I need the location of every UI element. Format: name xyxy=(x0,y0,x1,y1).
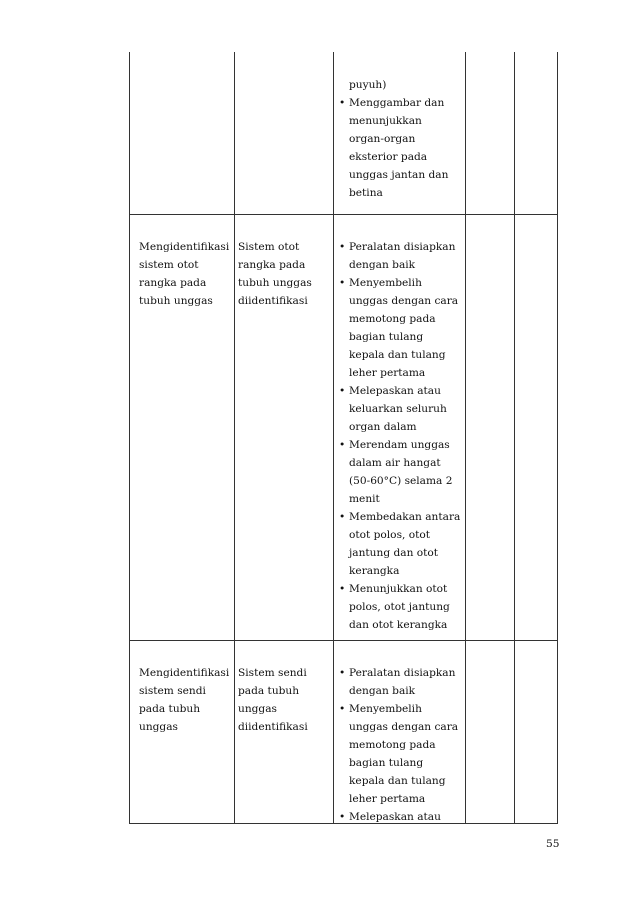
indicator-line xyxy=(339,526,460,544)
bullet-icon: • xyxy=(339,511,346,523)
indicator-line xyxy=(339,400,460,418)
indicator-line xyxy=(339,772,458,790)
cell-line: diidentifikasi xyxy=(238,721,308,733)
indicator-line xyxy=(339,436,460,454)
indicator-text: keluarkan seluruh xyxy=(349,403,447,415)
cell-line: Sistem sendi xyxy=(238,667,307,679)
bullet-icon: • xyxy=(339,241,346,253)
cell-line: diidentifikasi xyxy=(238,295,308,307)
indicator-text: Membedakan antara xyxy=(349,511,461,523)
cell-line: pada tubuh xyxy=(238,685,300,697)
column-divider xyxy=(333,52,334,823)
indicator-text: unggas dengan cara xyxy=(349,721,459,733)
indicator-text: memotong pada xyxy=(349,313,436,325)
indicator-line xyxy=(339,112,448,130)
cell-line: unggas xyxy=(139,721,178,733)
indicator-line xyxy=(339,310,460,328)
indicator-line xyxy=(339,598,460,616)
cell-line: pada tubuh xyxy=(139,703,201,715)
indicator-text: puyuh) xyxy=(349,79,387,91)
cell-line: unggas xyxy=(238,703,277,715)
indicator-text: leher pertama xyxy=(349,367,426,379)
cell-line: Mengidentifikasi xyxy=(139,667,230,679)
cell-line: sistem sendi xyxy=(139,685,206,697)
indicator-line xyxy=(339,364,460,382)
cell-line: tubuh unggas xyxy=(238,277,312,289)
indicator-line xyxy=(339,562,460,580)
indicator-line xyxy=(339,616,460,634)
cell-line: Mengidentifikasi xyxy=(139,241,230,253)
indicator-text: leher pertama xyxy=(349,793,426,805)
bullet-icon: • xyxy=(339,703,346,715)
indicator-text: eksterior pada xyxy=(349,151,428,163)
indicator-text: unggas jantan dan xyxy=(349,169,449,181)
indicator-line xyxy=(339,472,460,490)
row3-indicators xyxy=(339,664,458,826)
indicator-text: organ-organ xyxy=(349,133,416,145)
indicator-text: organ dalam xyxy=(349,421,417,433)
indicator-line xyxy=(339,256,460,274)
indicator-line xyxy=(339,664,458,682)
row3-objective xyxy=(238,664,308,736)
indicator-line xyxy=(339,238,460,256)
indicator-text: Menggambar dan xyxy=(349,97,445,109)
cell-line: rangka pada xyxy=(139,277,207,289)
indicator-line xyxy=(339,94,448,112)
indicator-text: Menyembelih xyxy=(349,277,422,289)
indicator-text: polos, otot jantung xyxy=(349,601,450,613)
indicator-text: dan otot kerangka xyxy=(349,619,448,631)
indicator-text: Melepaskan atau xyxy=(349,811,441,823)
cell-line: Sistem otot xyxy=(238,241,300,253)
row2-competency xyxy=(139,238,229,310)
indicator-text: kepala dan tulang xyxy=(349,775,446,787)
row2-objective xyxy=(238,238,312,310)
indicator-line xyxy=(339,790,458,808)
indicator-line xyxy=(339,76,448,94)
indicator-text: Peralatan disiapkan xyxy=(349,667,456,679)
indicator-line xyxy=(339,130,448,148)
indicator-text: Merendam unggas xyxy=(349,439,450,451)
indicator-text: dalam air hangat xyxy=(349,457,441,469)
indicator-line xyxy=(339,490,460,508)
row2-indicators xyxy=(339,238,460,634)
indicator-line xyxy=(339,292,460,310)
indicator-line xyxy=(339,148,448,166)
indicator-text: memotong pada xyxy=(349,739,436,751)
bullet-icon: • xyxy=(339,385,346,397)
indicator-line xyxy=(339,166,448,184)
indicator-line xyxy=(339,544,460,562)
cell-line: rangka pada xyxy=(238,259,306,271)
cell-line: tubuh unggas xyxy=(139,295,213,307)
indicator-text: menunjukkan xyxy=(349,115,422,127)
indicator-line xyxy=(339,682,458,700)
indicator-text: otot polos, otot xyxy=(349,529,431,541)
row3-competency xyxy=(139,664,229,736)
row1-indicators xyxy=(339,76,448,202)
indicator-line xyxy=(339,382,460,400)
indicator-text: unggas dengan cara xyxy=(349,295,459,307)
indicator-line xyxy=(339,184,448,202)
indicator-text: bagian tulang xyxy=(349,757,424,769)
bullet-icon: • xyxy=(339,97,346,109)
indicator-text: Menyembelih xyxy=(349,703,422,715)
bullet-icon: • xyxy=(339,811,346,823)
indicator-text: (50-60°C) selama 2 xyxy=(349,475,453,487)
cell-line: sistem otot xyxy=(139,259,199,271)
bullet-icon: • xyxy=(339,583,346,595)
indicator-line xyxy=(339,718,458,736)
indicator-line xyxy=(339,808,458,826)
indicator-line xyxy=(339,736,458,754)
indicator-text: betina xyxy=(349,187,383,199)
row-divider xyxy=(130,640,557,641)
assessment-table xyxy=(129,52,558,824)
column-divider xyxy=(234,52,235,823)
bullet-icon: • xyxy=(339,667,346,679)
row-divider xyxy=(130,214,557,215)
indicator-text: kerangka xyxy=(349,565,400,577)
indicator-line xyxy=(339,274,460,292)
indicator-text: bagian tulang xyxy=(349,331,424,343)
indicator-line xyxy=(339,328,460,346)
indicator-line xyxy=(339,418,460,436)
indicator-text: dengan baik xyxy=(349,685,416,697)
page-number: 55 xyxy=(546,838,560,850)
indicator-text: menit xyxy=(349,493,380,505)
column-divider xyxy=(465,52,466,823)
indicator-line xyxy=(339,700,458,718)
indicator-text: kepala dan tulang xyxy=(349,349,446,361)
indicator-line xyxy=(339,754,458,772)
indicator-line xyxy=(339,508,460,526)
column-divider xyxy=(514,52,515,823)
indicator-line xyxy=(339,580,460,598)
bullet-icon: • xyxy=(339,277,346,289)
indicator-line xyxy=(339,346,460,364)
indicator-text: jantung dan otot xyxy=(349,547,439,559)
bullet-icon: • xyxy=(339,439,346,451)
indicator-text: Peralatan disiapkan xyxy=(349,241,456,253)
indicator-text: dengan baik xyxy=(349,259,416,271)
indicator-line xyxy=(339,454,460,472)
indicator-text: Menunjukkan otot xyxy=(349,583,448,595)
indicator-text: Melepaskan atau xyxy=(349,385,441,397)
